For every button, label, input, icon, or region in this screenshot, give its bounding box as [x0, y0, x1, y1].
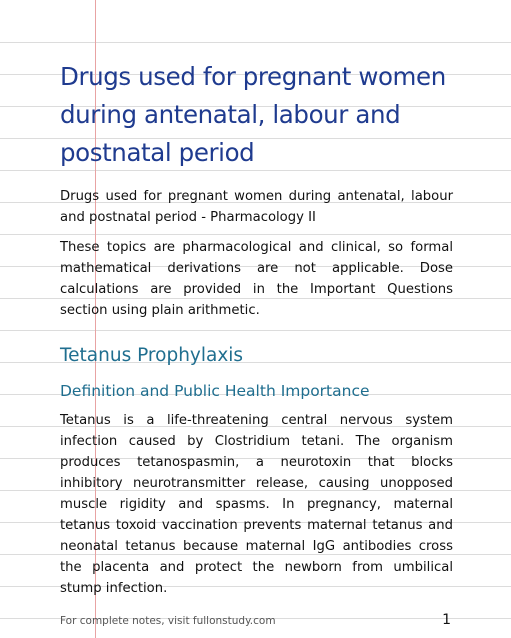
section-heading: Tetanus Prophylaxis	[60, 345, 244, 366]
intro-subject: Drugs used for pregnant women during antenatal, labour and postnatal period - Pharmacology II	[60, 189, 453, 225]
section-body: Tetanus is a life-threatening central nervous system infection caused by Clostridium tetani. The organism produces tetanospasmin, a neurotoxin that blocks inhibitory neurotransmitter release, causing unopposed muscle rigidity and spasms. In pregnancy, maternal tetanus toxoid vaccination prevents maternal tetanus and neonatal tetanus because maternal IgG antibodies cross the placenta and protect the newborn from umbilical stump infection.	[60, 413, 453, 596]
intro-note: These topics are pharmacological and clinical, so formal mathematical derivations are not applicable. Dose calculations are provided in the Important Questions section using plain arithmetic.	[60, 240, 453, 318]
section-subheading: Definition and Public Health Importance	[60, 382, 370, 400]
document-title: Drugs used for pregnant women during antenatal, labour and postnatal period	[60, 62, 446, 167]
page-content	[60, 58, 453, 599]
page-number: 1	[442, 612, 451, 628]
footer-link[interactable]: For complete notes, visit fullonstudy.com	[60, 615, 276, 627]
